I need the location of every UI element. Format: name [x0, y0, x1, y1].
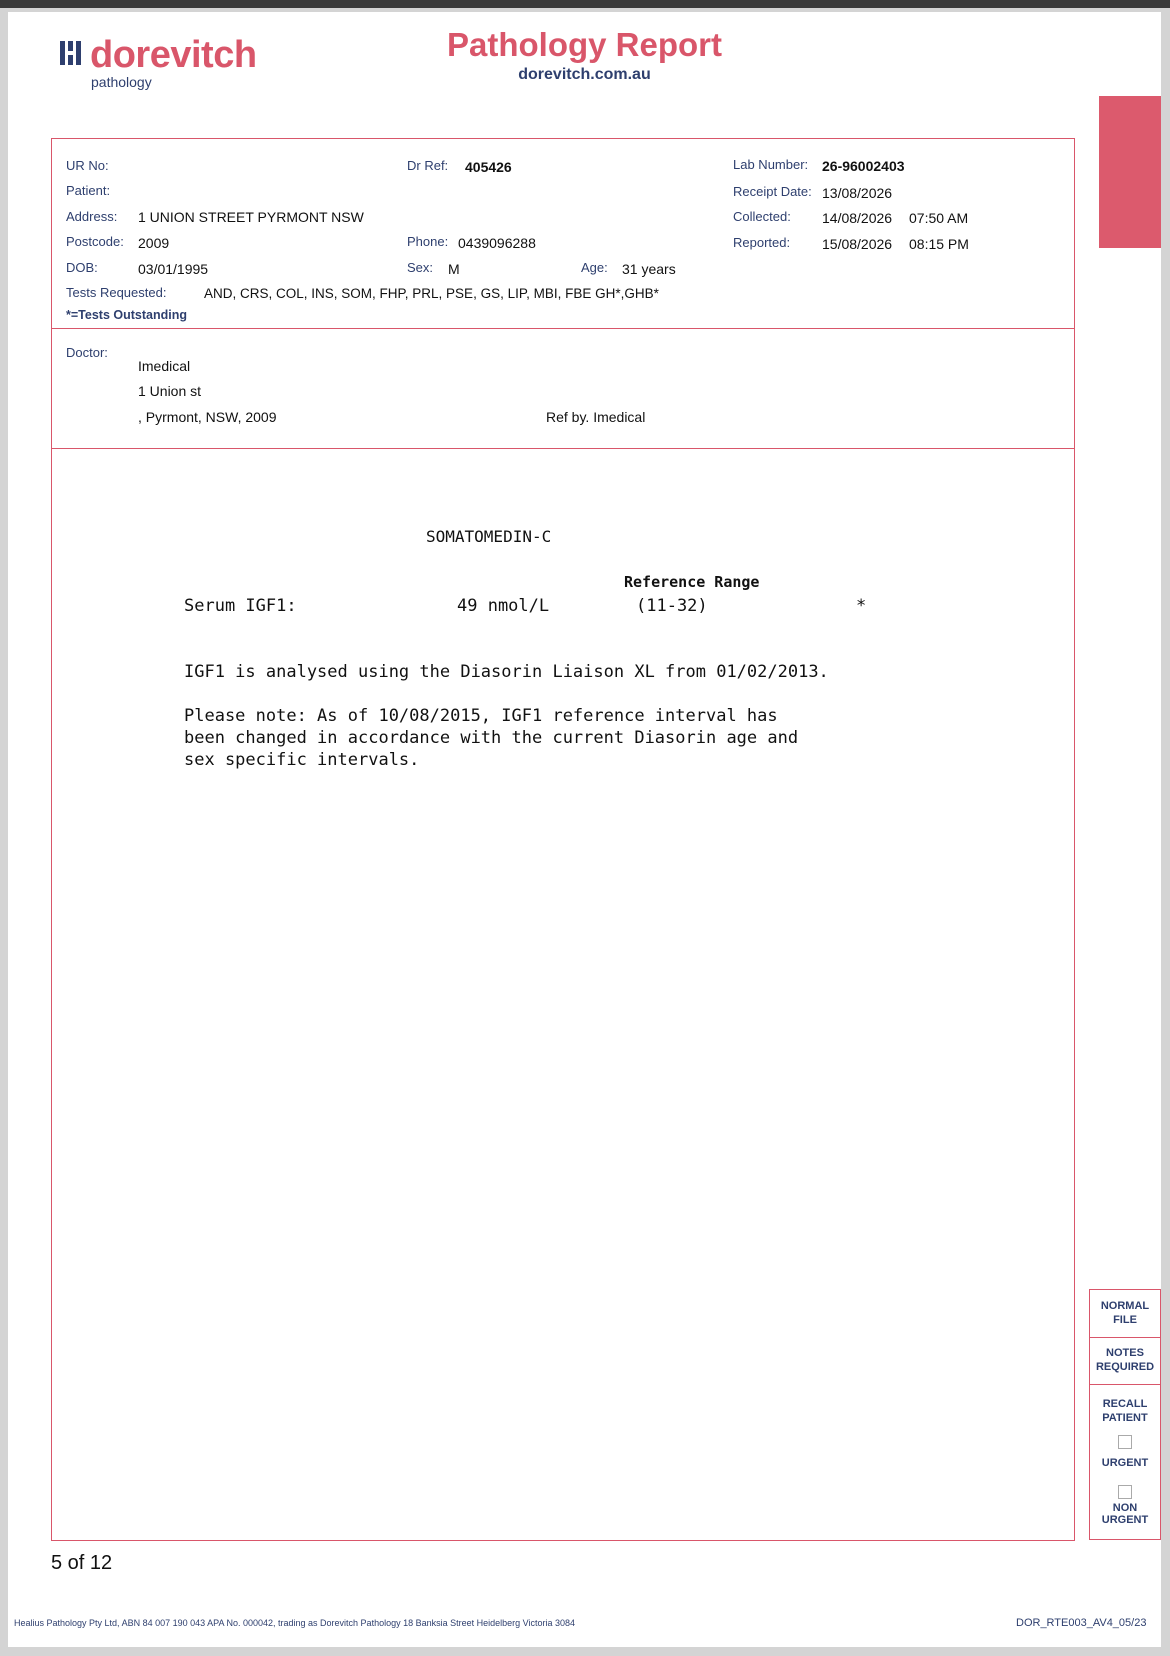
- reported-date: 15/08/2026: [822, 236, 893, 252]
- phone-value: 0439096288: [458, 235, 536, 251]
- receipt-date-value: 13/08/2026: [822, 185, 893, 201]
- tests-requested-value: AND, CRS, COL, INS, SOM, FHP, PRL, PSE, GS, LIP, MBI, FBE GH*,GHB*: [204, 286, 659, 301]
- report-frame: [51, 138, 1075, 1541]
- section-title: SOMATOMEDIN-C: [426, 527, 552, 546]
- divider: [51, 448, 1075, 449]
- ref-by: Ref by. Imedical: [546, 409, 646, 425]
- patient-label: Patient:: [66, 183, 111, 198]
- collected-time: 07:50 AM: [909, 210, 969, 226]
- dob-label: DOB:: [66, 260, 98, 275]
- ur-no-label: UR No:: [66, 158, 109, 173]
- reference-note-line3: sex specific intervals.: [184, 750, 420, 770]
- address-label: Address:: [66, 209, 118, 224]
- dob-value: 03/01/1995: [138, 261, 209, 277]
- doctor-address-line2: , Pyrmont, NSW, 2009: [138, 409, 277, 425]
- divider: [51, 328, 1075, 329]
- action-panel: [1089, 1289, 1161, 1540]
- logo-text: dorevitch: [90, 34, 257, 76]
- postcode-value: 2009: [138, 235, 170, 251]
- analysis-note: IGF1 is analysed using the Diasorin Liaison XL from 01/02/2013.: [184, 662, 829, 682]
- dr-ref-value: 405426: [465, 159, 512, 175]
- tests-requested-label: Tests Requested:: [66, 285, 167, 300]
- doctor-label: Doctor:: [66, 345, 108, 360]
- recall-patient-label: RECALL PATIENT: [1102, 1398, 1148, 1424]
- doctor-name: Imedical: [138, 358, 191, 374]
- test-name: Serum IGF1:: [184, 596, 297, 616]
- collected-label: Collected:: [733, 209, 791, 224]
- report-title: Pathology Report: [446, 26, 722, 63]
- normal-file-option[interactable]: NORMAL FILE: [1100, 1300, 1150, 1326]
- doctor-address-line1: 1 Union st: [138, 383, 202, 399]
- postcode-label: Postcode:: [66, 234, 124, 249]
- age-value: 31 years: [622, 261, 676, 277]
- test-result: 49 nmol/L: [457, 596, 550, 616]
- lab-number-value: 26-96002403: [822, 158, 905, 174]
- reference-range: (11-32): [636, 596, 708, 616]
- lab-number-label: Lab Number:: [733, 157, 809, 172]
- reference-range-header: Reference Range: [624, 573, 760, 591]
- window-top-bar: [0, 0, 1170, 8]
- website-link[interactable]: dorevitch.com.au: [518, 66, 651, 83]
- reported-label: Reported:: [733, 235, 791, 250]
- footer-company: Healius Pathology Pty Ltd, ABN 84 007 190 043 APA No. 000042, trading as Dorevitch Pathology 18 Banksia Street Heidelberg Victoria 3084: [14, 1618, 576, 1628]
- reference-note-line2: been changed in accordance with the current Diasorin age and: [184, 728, 799, 748]
- urgent-label: URGENT: [1101, 1457, 1149, 1469]
- reported-time: 08:15 PM: [909, 236, 969, 252]
- tests-outstanding-note: *=Tests Outstanding: [66, 308, 187, 322]
- phone-label: Phone:: [407, 234, 449, 249]
- non-urgent-label: NON URGENT: [1101, 1502, 1149, 1526]
- age-label: Age:: [581, 260, 608, 275]
- logo-subtext: pathology: [91, 74, 152, 90]
- report-page: [8, 12, 1161, 1647]
- non-urgent-checkbox[interactable]: [1118, 1485, 1132, 1499]
- address-value: 1 UNION STREET PYRMONT NSW: [138, 209, 364, 225]
- page-number: 5 of 12: [51, 1552, 113, 1574]
- abnormal-flag: *: [856, 596, 867, 616]
- sex-label: Sex:: [407, 260, 434, 275]
- dr-ref-label: Dr Ref:: [407, 158, 449, 173]
- page-tab-marker: [1099, 96, 1161, 248]
- receipt-date-label: Receipt Date:: [733, 184, 812, 199]
- collected-date: 14/08/2026: [822, 210, 893, 226]
- notes-required-option[interactable]: NOTES REQUIRED: [1095, 1347, 1155, 1373]
- footer-code: DOR_RTE003_AV4_05/23: [1016, 1617, 1147, 1629]
- sex-value: M: [448, 261, 460, 277]
- urgent-checkbox[interactable]: [1118, 1435, 1132, 1449]
- reference-note-line1: Please note: As of 10/08/2015, IGF1 reference interval has: [184, 706, 778, 726]
